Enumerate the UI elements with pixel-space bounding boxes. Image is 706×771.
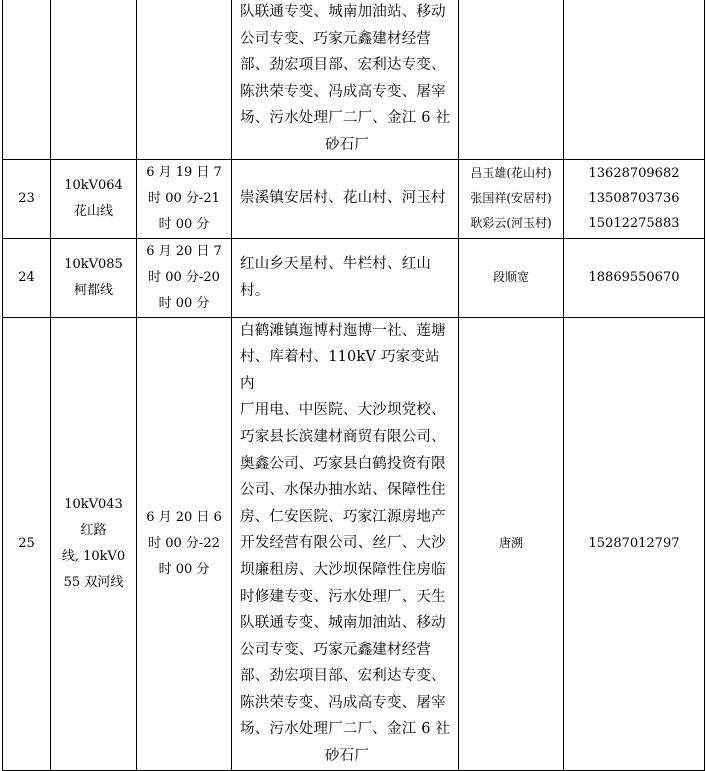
phone-number: 15287012797 <box>588 536 680 552</box>
contact-name: 吕玉雄(花山村) <box>470 166 552 181</box>
area-line: 部、劲宏项目部、宏利达专变、 <box>240 668 446 685</box>
time-line: 时 00 分 <box>158 295 210 311</box>
area-line: 巧家县长滨建材商贸有限公司、 <box>240 428 446 445</box>
line-label: 红路 <box>80 522 107 538</box>
affected-area <box>232 317 459 770</box>
line-label: 55 双河线 <box>63 574 124 590</box>
table-row <box>3 159 705 238</box>
area-line: 陈洪荣专变、冯成高专变、屠宰 <box>240 694 446 711</box>
line-label: 柯都线 <box>73 282 113 298</box>
line-name <box>51 159 137 238</box>
area-line: 部、劲宏项目部、宏利达专变、 <box>240 57 446 74</box>
contact-phone <box>564 159 705 238</box>
affected-area <box>232 159 459 238</box>
line-name <box>51 317 137 770</box>
contact-person <box>459 0 564 159</box>
row-number: 23 <box>3 159 51 238</box>
time-line: 时 00 分-22 <box>148 535 220 551</box>
row-number: 24 <box>3 238 51 317</box>
contact-phone <box>564 317 705 770</box>
line-code: 10kV085 <box>64 256 123 272</box>
outage-time <box>137 238 232 317</box>
area-line: 队联通专变、城南加油站、移动 <box>240 4 446 20</box>
phone-number: 13628709682 <box>588 166 680 182</box>
contact-person <box>459 317 564 770</box>
table-row <box>3 317 705 770</box>
area-line: 公司、水保办抽水站、保障性住 <box>240 482 446 499</box>
area-line: 公司专变、巧家元鑫建材经营 <box>240 641 432 658</box>
area-line: 场、污水处理厂二厂、金江 6 社 <box>240 721 451 738</box>
row-number <box>3 0 51 159</box>
area-line: 陈洪荣专变、冯成高专变、屠宰 <box>240 83 446 100</box>
area-line: 坝廉租房、大沙坝保障性住房临 <box>240 561 446 578</box>
time-line: 时 00 分-21 <box>148 190 220 206</box>
area-line: 砂石厂 <box>324 748 370 765</box>
phone-number: 15012275883 <box>588 216 680 232</box>
contact-name: 段顺宽 <box>492 270 529 285</box>
contact-name: 唐溯 <box>498 536 523 551</box>
affected-area <box>232 0 459 159</box>
phone-number: 13508703736 <box>588 191 680 207</box>
area-line: 队联通专变、城南加油站、移动 <box>240 615 446 632</box>
contact-name: 张国祥(安居村) <box>470 191 552 206</box>
area-line: 砂石厂 <box>324 136 370 153</box>
area-line: 崇溪镇安居村、花山村、河玉村 <box>240 190 446 207</box>
line-code: 10kV064 <box>64 177 123 193</box>
contact-name: 耿彩云(河玉村) <box>470 216 552 231</box>
line-name <box>51 238 137 317</box>
area-line: 公司专变、巧家元鑫建材经营 <box>240 30 432 47</box>
row-number: 25 <box>3 317 51 770</box>
time-line: 6 月 19 日 7 <box>146 164 222 180</box>
table-row <box>3 0 705 159</box>
time-line: 时 00 分 <box>158 561 210 577</box>
area-line: 开发经营有限公司、丝厂、大沙 <box>240 535 446 552</box>
area-line: 白鹤滩镇迤博村迤博一社、莲塘 <box>240 322 446 339</box>
time-line: 6 月 20 日 6 <box>146 509 222 525</box>
time-line: 时 00 分-20 <box>148 269 220 285</box>
contact-person <box>459 238 564 317</box>
outage-time <box>137 0 232 159</box>
area-line: 厂用电、中医院、大沙坝党校、 <box>240 402 446 419</box>
affected-area <box>232 238 459 317</box>
outage-time <box>137 159 232 238</box>
phone-number: 18869550670 <box>588 270 680 286</box>
contact-person <box>459 159 564 238</box>
area-line: 场、污水处理厂二厂、金江 6 社 <box>240 110 451 127</box>
area-line: 红山乡天星村、牛栏村、红山村。 <box>240 255 432 299</box>
line-code: 10kV043 <box>64 496 123 512</box>
contact-phone <box>564 0 705 159</box>
outage-schedule-table <box>2 0 705 771</box>
line-label: 花山线 <box>73 203 113 219</box>
outage-time <box>137 317 232 770</box>
area-line: 时修建专变、污水处理厂、天生 <box>240 588 446 605</box>
area-line: 奥鑫公司、巧家县白鹤投资有限 <box>240 455 446 472</box>
line-label: 线, 10kV0 <box>61 548 126 564</box>
area-line: 房、仁安医院、巧家江源房地产 <box>240 508 446 525</box>
table-row <box>3 238 705 317</box>
time-line: 6 月 20 日 7 <box>146 243 222 259</box>
time-line: 时 00 分 <box>158 216 210 232</box>
area-line: 村、库着村、110kV 巧家变站内 <box>240 349 440 392</box>
contact-phone <box>564 238 705 317</box>
line-name <box>51 0 137 159</box>
